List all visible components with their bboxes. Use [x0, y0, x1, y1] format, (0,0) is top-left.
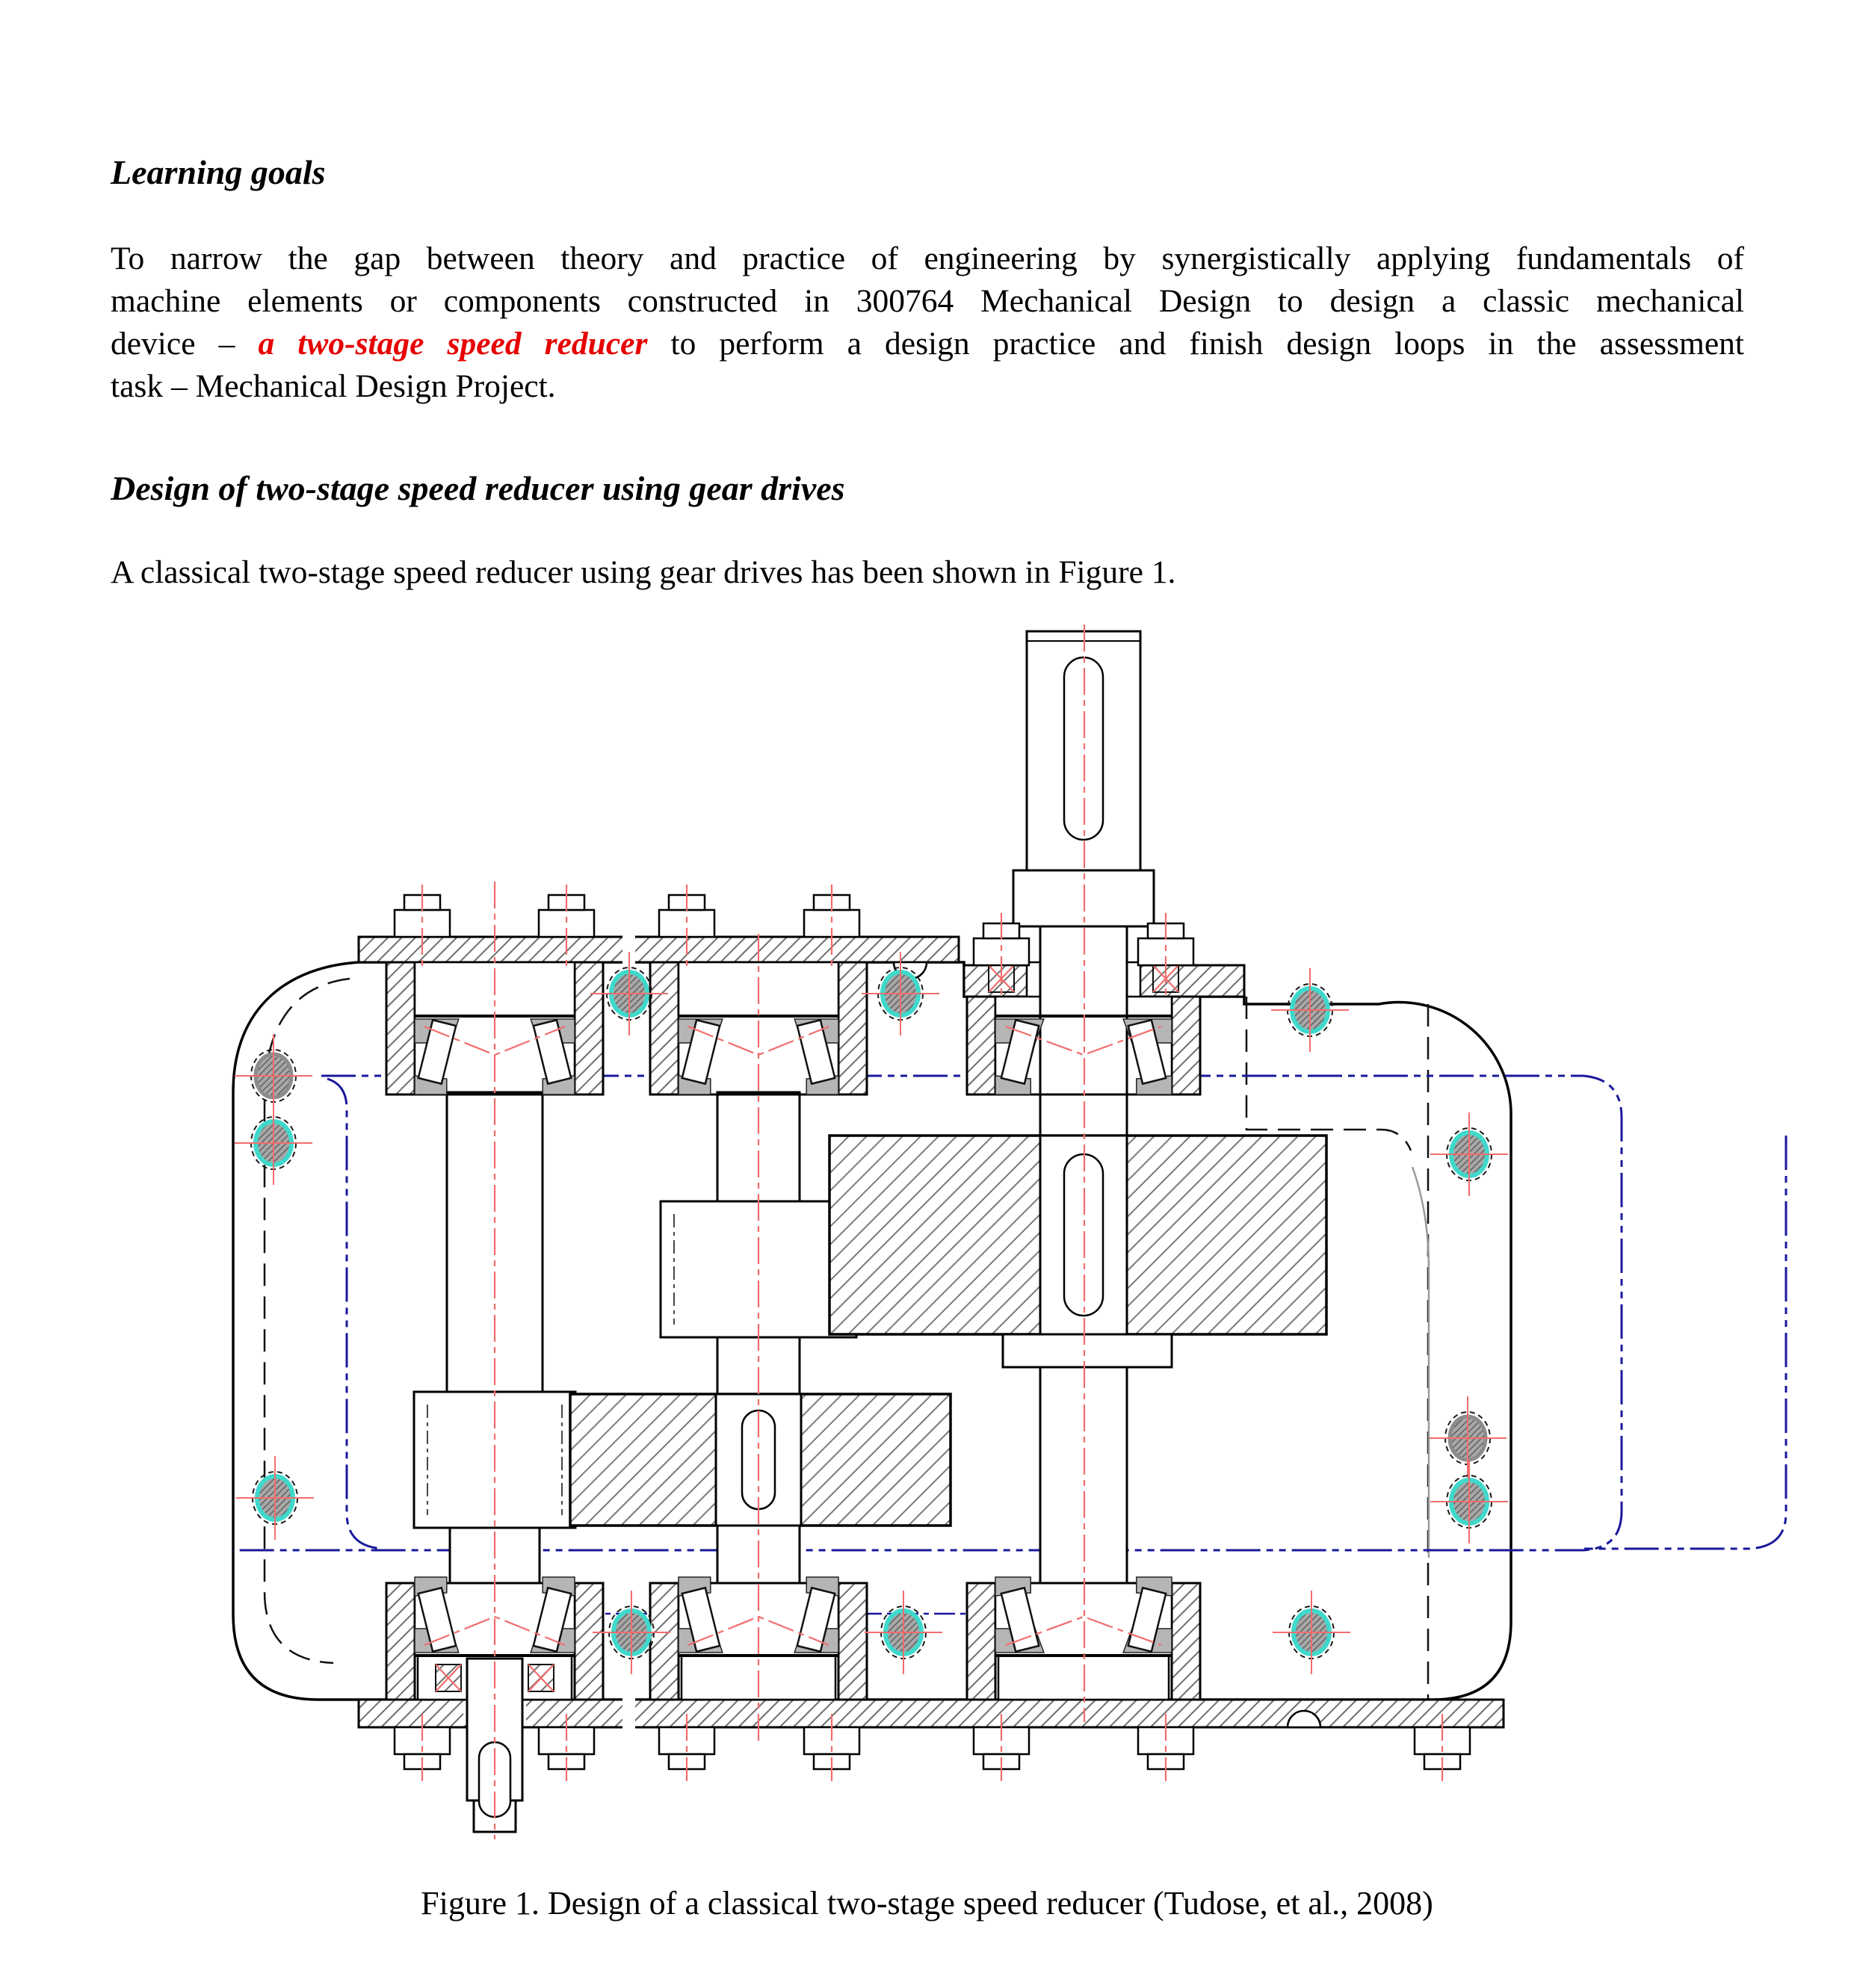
bearing-roller — [1001, 1588, 1039, 1651]
housing-outline — [233, 962, 1511, 1700]
shafts-and-gears — [414, 631, 1326, 1832]
housing-inner-step — [1246, 997, 1411, 1151]
crosshair — [593, 1591, 670, 1674]
bearing-cone — [543, 1076, 575, 1094]
shaft-seals — [436, 965, 1178, 1691]
keyway-slot — [1064, 657, 1103, 840]
bearing-cone — [1137, 1577, 1172, 1596]
bearing-top — [995, 1016, 1172, 1094]
bearing-bore — [415, 962, 575, 1094]
boss-wall — [650, 1583, 679, 1700]
boss-wall — [1172, 997, 1200, 1094]
crosshair — [865, 1591, 942, 1674]
bearing-cone — [543, 1577, 575, 1596]
bearing-bottom — [995, 1577, 1172, 1656]
bearing-roller — [418, 1588, 456, 1651]
flange-notch — [894, 962, 927, 979]
paragraph-line: task – Mechanical Design Project. — [111, 368, 556, 404]
bearing-bore — [995, 1583, 1172, 1656]
bolt-hole-teal — [236, 1456, 314, 1540]
hex-bolt-top — [1138, 923, 1193, 965]
boss-wall — [838, 962, 867, 1094]
intermediate-shaft — [570, 1092, 951, 1583]
bearing-cup — [794, 1019, 838, 1043]
paragraph-text: to perform a design practice and finish design loops in the assessment — [647, 326, 1744, 362]
bearing-bottom — [679, 1577, 838, 1656]
paragraph-learning-goals — [111, 238, 1744, 408]
bearing-roller — [418, 1020, 456, 1083]
datum-lines — [233, 1076, 1786, 1614]
bearing-cup — [531, 1629, 575, 1653]
bearing-contact-line — [688, 1617, 829, 1645]
boss-wall — [967, 1583, 995, 1700]
hex-bolt-top — [974, 923, 1029, 965]
top-flange — [359, 934, 1244, 1000]
gearbox-housing — [233, 962, 1511, 1700]
bearing-cone — [415, 1577, 447, 1596]
bearing-cone — [806, 1577, 838, 1596]
housing-inner-corner — [1412, 1167, 1429, 1558]
bearing-top — [679, 1016, 838, 1094]
boss-wall — [967, 997, 995, 1094]
bearing-cap — [682, 1656, 835, 1700]
bearing-cone — [679, 1076, 711, 1094]
hex-bolt-top — [395, 895, 450, 937]
bearing-cup — [415, 1629, 459, 1653]
hex-bolt-top — [659, 895, 714, 937]
bearing-bore — [679, 962, 838, 1094]
crosshair — [1271, 968, 1349, 1052]
hex-bolt-top — [539, 895, 594, 937]
bearing-roller — [682, 1020, 720, 1083]
bearing-cup — [794, 1629, 838, 1653]
crosshair — [1273, 1591, 1350, 1674]
paragraph-line: To narrow the gap between theory and practice of engineering by synergistically applying fundamentals of — [111, 241, 1744, 276]
bearing-bore — [995, 997, 1172, 1094]
bearing-cone — [995, 1577, 1030, 1596]
seal-x — [1153, 965, 1178, 992]
tapered-roller-bearings — [415, 1016, 1172, 1656]
output-shaft — [829, 631, 1326, 1583]
keyway-slot — [479, 1742, 510, 1817]
bolt-hole-gray — [1429, 1396, 1507, 1480]
bolt-hole-teal — [593, 1591, 670, 1674]
bearing-cup — [415, 1019, 459, 1043]
keyway-slot — [1064, 1154, 1103, 1316]
paragraph-text: device – — [111, 326, 259, 362]
hex-bolt-bottom — [974, 1727, 1029, 1769]
bearing-roller — [534, 1020, 571, 1083]
bearing-contact-line — [424, 1026, 565, 1055]
heading-design: Design of two-stage speed reducer using gear drives — [111, 469, 845, 507]
bearing-housings — [386, 962, 1200, 1700]
bearing-cup — [679, 1019, 723, 1043]
bearing-cup — [995, 1019, 1044, 1043]
crosshair — [862, 952, 939, 1035]
bearing-top — [415, 1016, 575, 1094]
bolt-hole-teal — [590, 952, 668, 1035]
boss-wall — [575, 1583, 603, 1700]
bearing-roller — [1128, 1588, 1166, 1651]
bottom-flange — [359, 1697, 1504, 1730]
gear-wheel-stage1 — [570, 1394, 951, 1526]
paragraph-line: machine elements or components constructed in 300764 Mechanical Design to design a classic mechanical — [111, 283, 1744, 319]
boss-wall — [386, 1583, 415, 1700]
heading-learning-goals: Learning goals — [111, 153, 326, 191]
crosshair — [590, 952, 668, 1035]
highlighted-phrase: a two-stage speed reducer — [258, 326, 648, 362]
bearing-cone — [1137, 1076, 1172, 1094]
bolt-hole-gray — [235, 1034, 312, 1118]
hex-bolt-bottom — [1138, 1727, 1193, 1769]
bolt-hole-teal — [865, 1591, 942, 1674]
crosshair — [235, 1034, 312, 1118]
crosshair — [1430, 1460, 1508, 1543]
bearing-cone — [995, 1076, 1030, 1094]
paragraph-design: A classical two-stage speed reducer using gear drives has been shown in Figure 1. — [111, 554, 1176, 590]
bearing-cap — [418, 1656, 572, 1700]
keyway-slot — [742, 1411, 775, 1509]
bearing-contact-line — [424, 1617, 565, 1645]
bearing-roller — [1128, 1020, 1166, 1083]
seal-x — [436, 1665, 461, 1691]
paragraph-line — [111, 323, 1744, 365]
bearing-roller — [682, 1588, 720, 1651]
crosshair — [236, 1456, 314, 1540]
centerlines — [495, 625, 1084, 1839]
bearing-cone — [679, 1577, 711, 1596]
bolt-hole-teal — [1273, 1591, 1350, 1674]
bolt-hole-teal — [1430, 1112, 1508, 1196]
bearing-cap — [998, 1656, 1169, 1700]
pinion-gear-stage2 — [661, 1201, 856, 1337]
bolt-hole-teal — [1430, 1460, 1508, 1543]
hex-bolt-bottom — [539, 1727, 594, 1769]
crosshair — [235, 1101, 312, 1185]
bearing-contact-line — [688, 1026, 829, 1055]
flange-notch — [1288, 1711, 1320, 1727]
gear-wheel-stage2 — [829, 1136, 1326, 1334]
hex-bolt-bottom — [659, 1727, 714, 1769]
hex-bolt-bottom — [1415, 1727, 1470, 1769]
boss-wall — [575, 962, 603, 1094]
bolt-hole-teal — [1271, 968, 1349, 1052]
crosshair — [1430, 1112, 1508, 1196]
bearing-cup — [1123, 1019, 1172, 1043]
bearing-roller — [1001, 1020, 1039, 1083]
housing-bolt-holes — [235, 952, 1508, 1674]
input-shaft — [414, 1092, 575, 1832]
boss-wall — [1172, 1583, 1200, 1700]
bearing-contact-line — [1006, 1026, 1161, 1055]
boss-wall — [838, 1583, 867, 1700]
bearing-cup — [1123, 1629, 1172, 1653]
bearing-cone — [415, 1076, 447, 1094]
crosshair — [1429, 1396, 1507, 1480]
pinion-gear-stage1 — [414, 1392, 575, 1528]
bearing-roller — [534, 1588, 571, 1651]
boss-wall — [650, 962, 679, 1094]
bearing-roller — [797, 1588, 835, 1651]
bearing-cup — [679, 1629, 723, 1653]
seal-x — [989, 965, 1014, 992]
bearing-cup — [995, 1629, 1044, 1653]
bolt-centerlines — [422, 885, 1442, 1781]
bearing-bore — [679, 1583, 838, 1656]
bolt-hole-teal — [862, 952, 939, 1035]
boss-wall — [386, 962, 415, 1094]
figure-caption: Figure 1. Design of a classical two-stage speed reducer (Tudose, et al., 2008) — [421, 1885, 1433, 1922]
bearing-cup — [531, 1019, 575, 1043]
bearing-roller — [797, 1020, 835, 1083]
hex-bolt-top — [804, 895, 859, 937]
bolt-hole-teal — [235, 1101, 312, 1185]
bearing-bottom — [415, 1577, 575, 1656]
hex-bolts — [395, 895, 1470, 1769]
housing-inner-wall-left — [265, 979, 350, 1663]
hex-bolt-bottom — [804, 1727, 859, 1769]
bearing-contact-line — [1006, 1617, 1161, 1645]
hex-bolt-bottom — [395, 1727, 450, 1769]
bearing-cone — [806, 1076, 838, 1094]
seal-x — [528, 1665, 554, 1691]
bearing-bore — [415, 1583, 575, 1656]
